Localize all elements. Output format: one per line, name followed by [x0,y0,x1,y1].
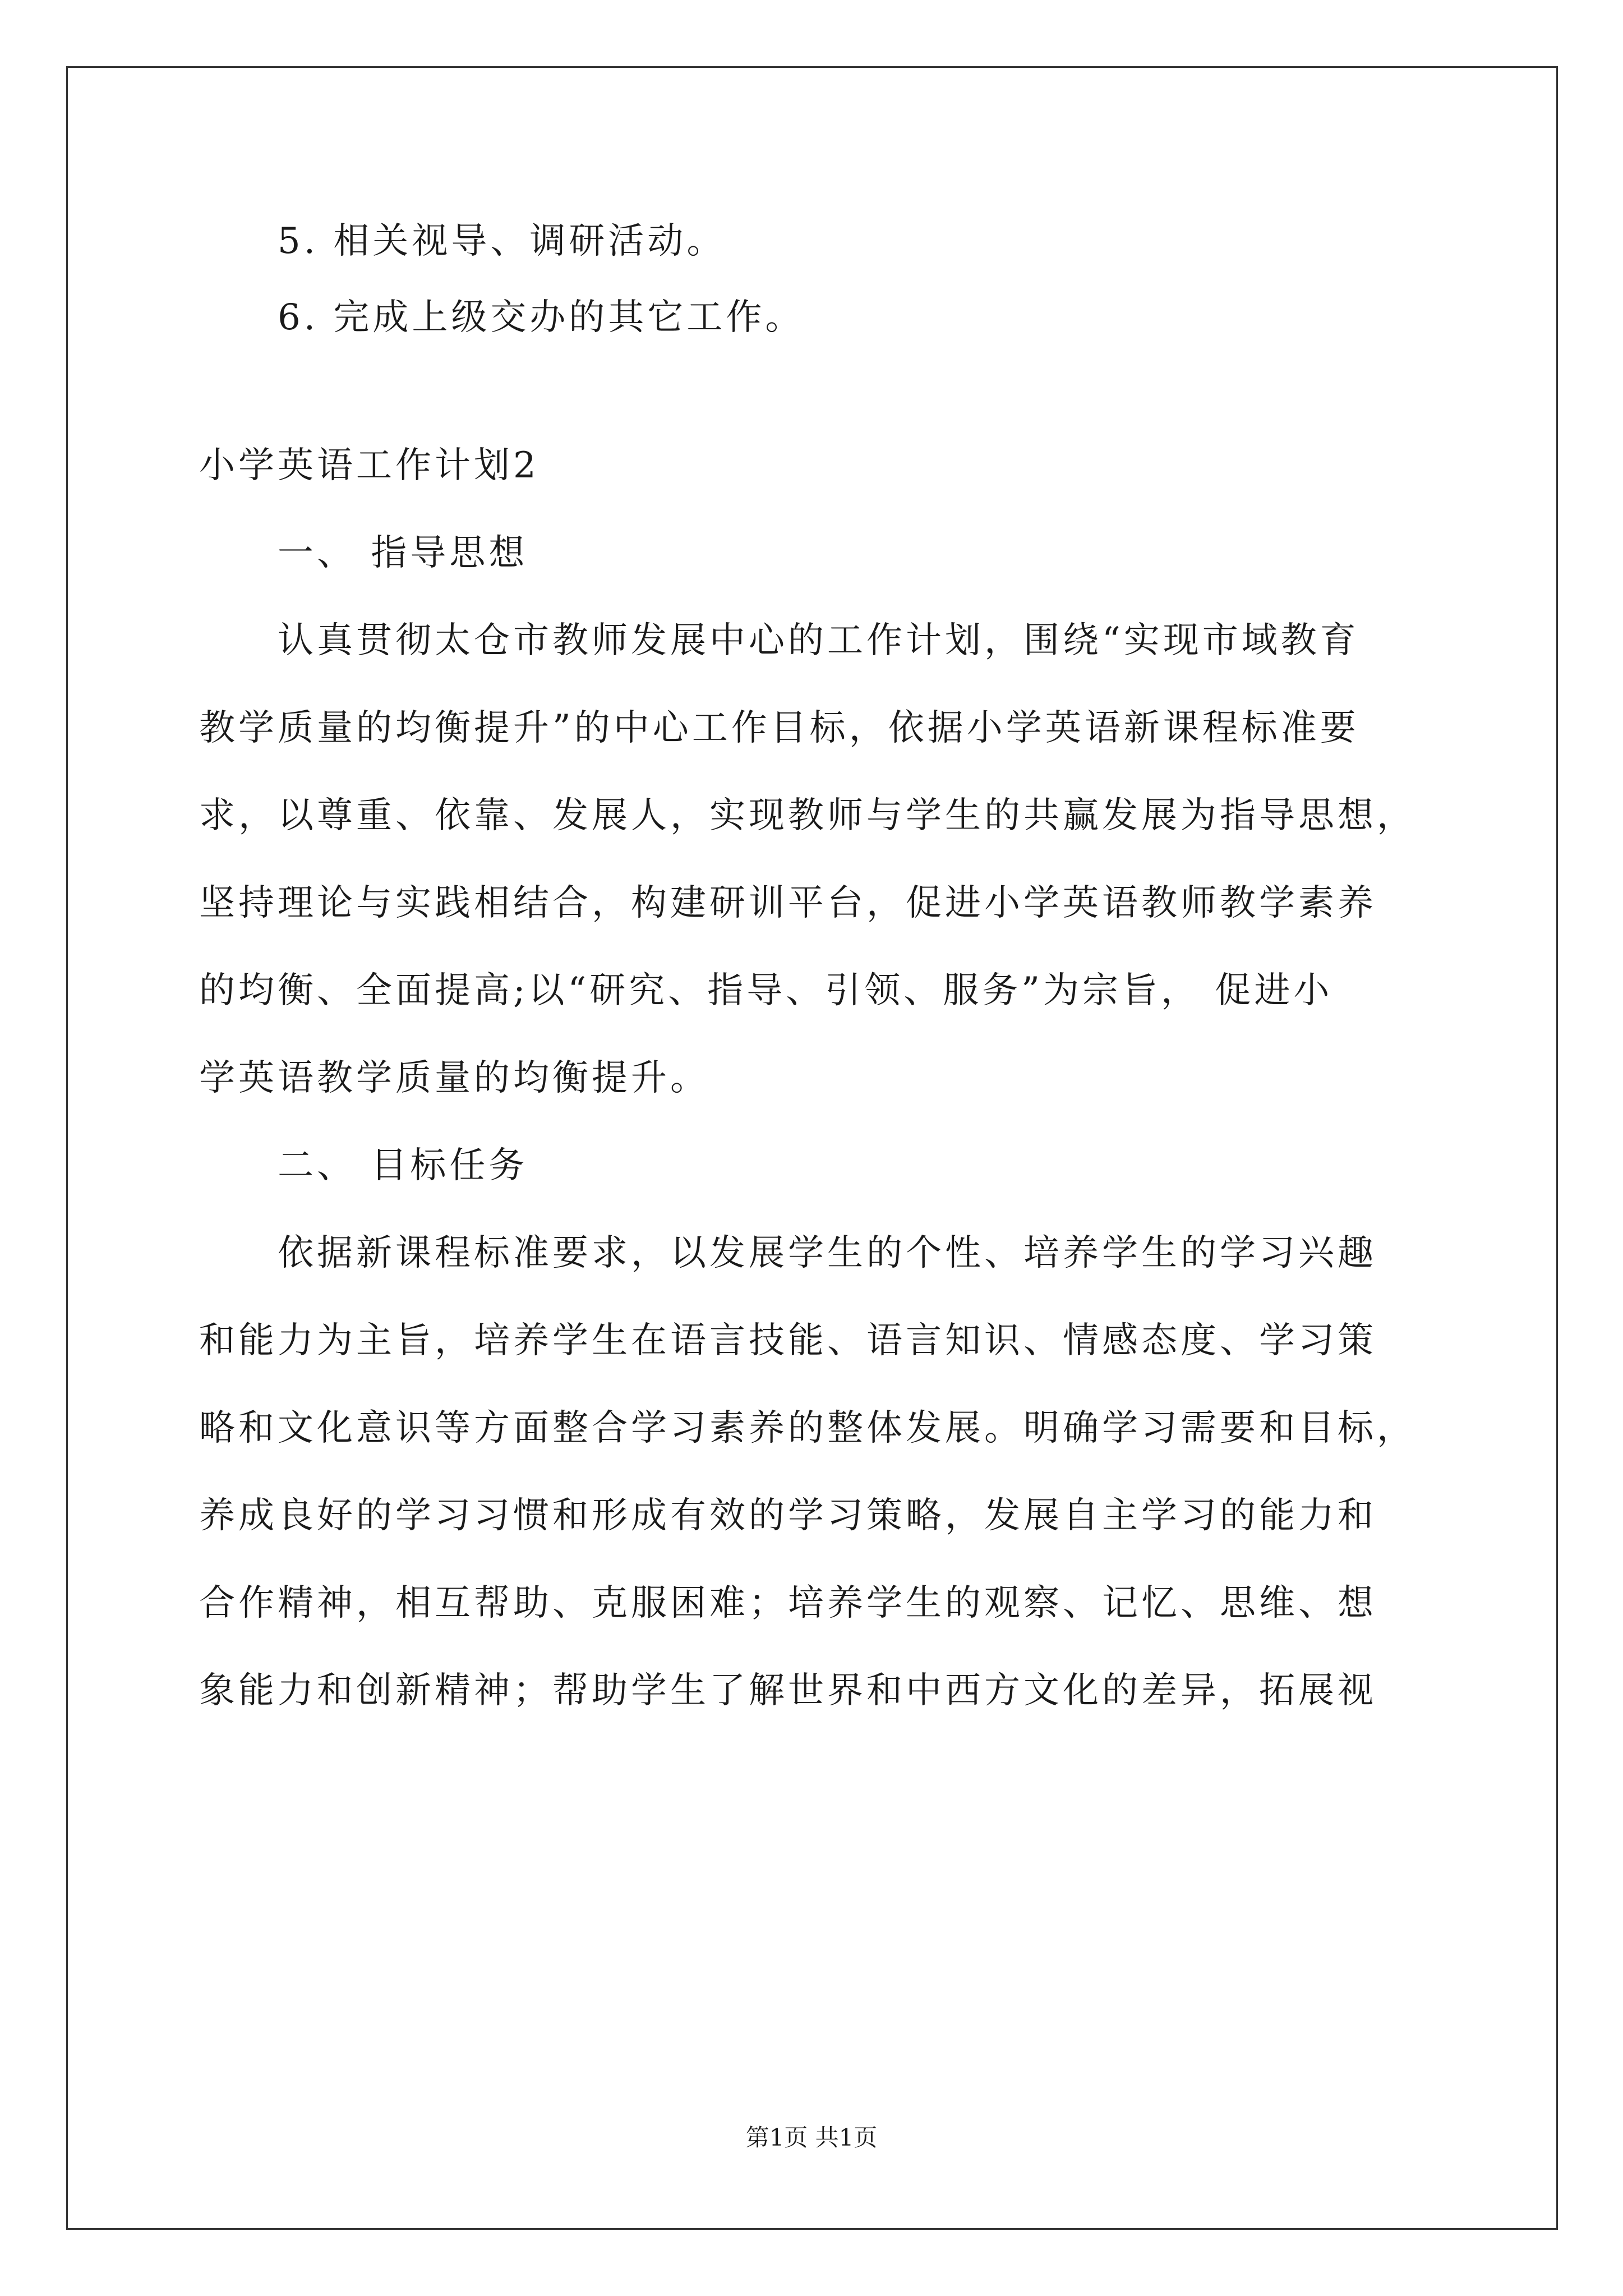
paragraph-line: 养成良好的学习习惯和形成有效的学习策略，发展自主学习的能力和 [199,1495,1377,1536]
paragraph-line: 坚持理论与实践相结合，构建研训平台，促进小学英语教师教学素养 [199,882,1377,924]
section-heading-2: 二、 目标任务 [278,1145,528,1186]
paragraph-line: 求，以尊重、依靠、发展人，实现教师与学生的共赢发展为指导思想， [199,795,1416,836]
page-footer: 第1页 共1页 [745,2124,878,2151]
paragraph-line: 和能力为主旨，培养学生在语言技能、语言知识、情感态度、学习策 [199,1320,1377,1361]
list-item-6: 6. 完成上级交办的其它工作。 [278,297,805,338]
section-heading-1: 一、 指导思想 [278,532,528,574]
paragraph-line: 的均衡、全面提高;以“研究、指导、引领、服务”为宗旨， 促进小 [199,970,1333,1011]
paragraph-line: 认真贯彻太仓市教师发展中心的工作计划，围绕“实现市域教育 [278,620,1359,661]
paragraph-line: 教学质量的均衡提升”的中心工作目标，依据小学英语新课程标准要 [199,707,1359,749]
paragraph-line: 学英语教学质量的均衡提升。 [199,1057,709,1099]
paragraph-line: 依据新课程标准要求，以发展学生的个性、培养学生的学习兴趣 [278,1232,1377,1274]
list-item-5: 5. 相关视导、调研活动。 [278,220,726,262]
paragraph-line: 象能力和创新精神；帮助学生了解世界和中西方文化的差异，拓展视 [199,1670,1377,1711]
paragraph-line: 合作精神，相互帮助、克服困难；培养学生的观察、记忆、思维、想 [199,1582,1377,1624]
paragraph-line: 略和文化意识等方面整合学习素养的整体发展。明确学习需要和目标， [199,1407,1416,1449]
document-title: 小学英语工作计划2 [199,445,540,486]
